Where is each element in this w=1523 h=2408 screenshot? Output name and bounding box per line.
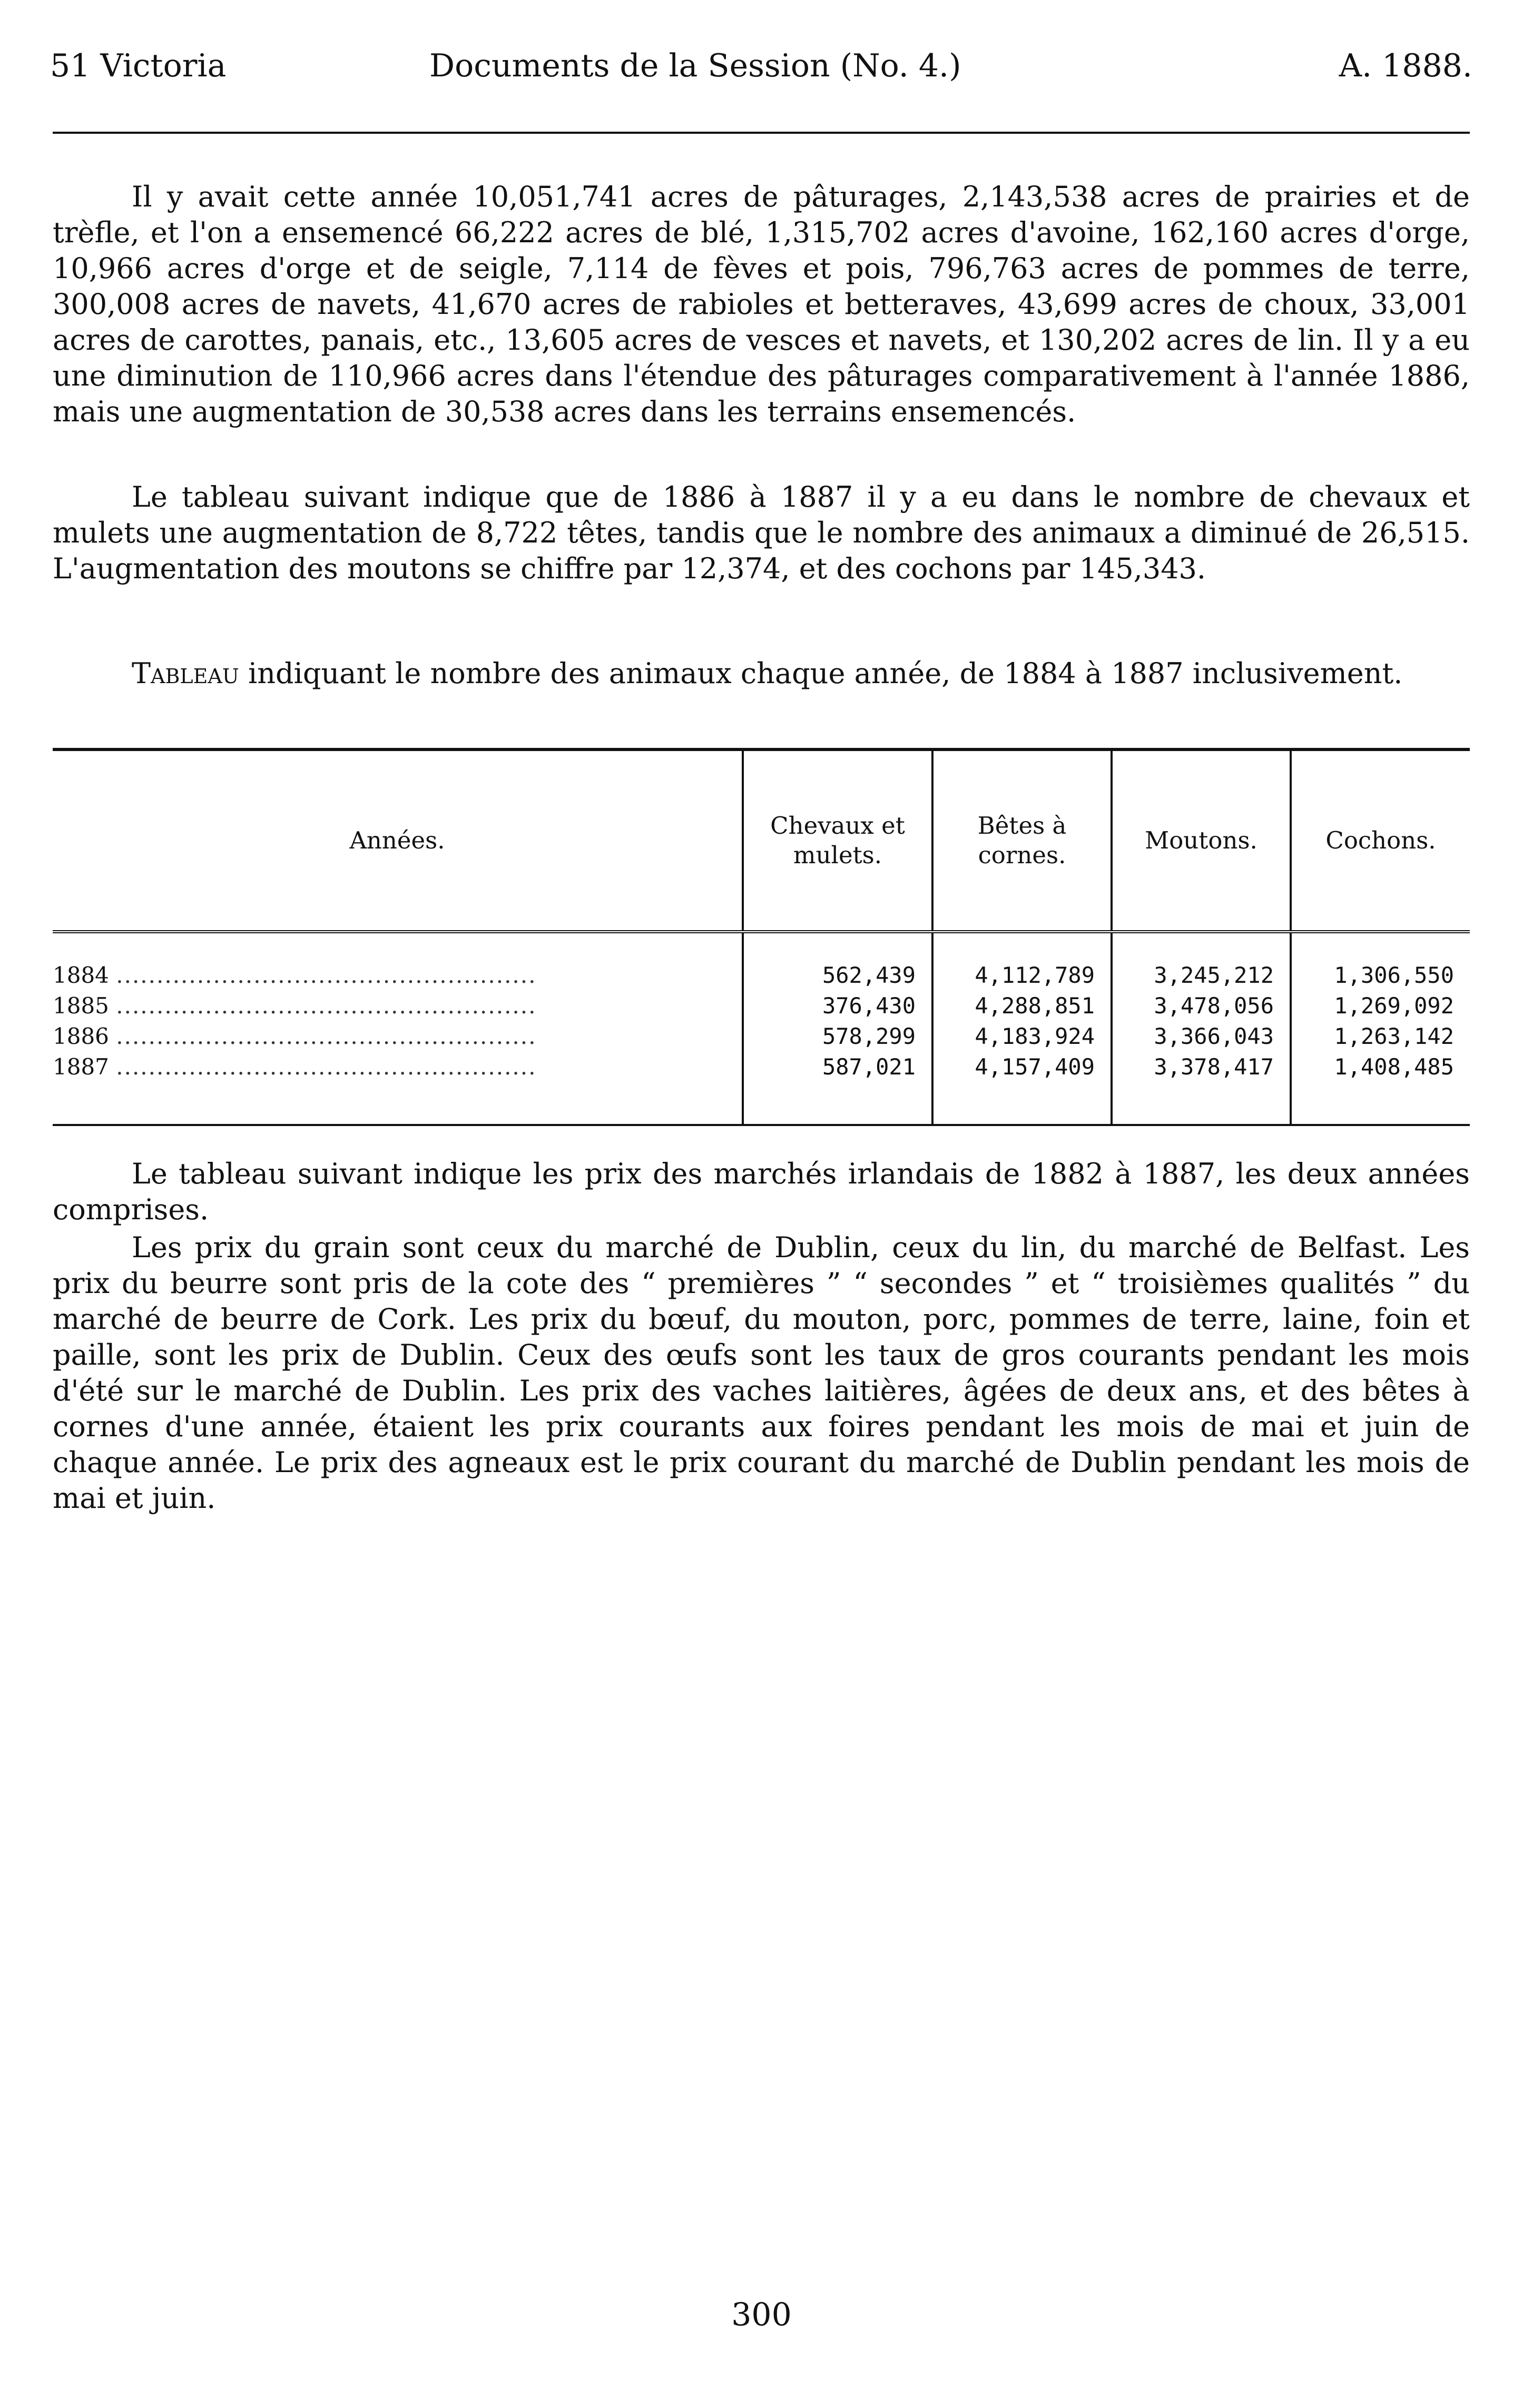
- cell-betes: 4,112,789: [932, 932, 1112, 990]
- cell-betes: 4,157,409: [932, 1051, 1112, 1124]
- paragraph-market-prices-detail: Les prix du grain sont ceux du marché de Dublin, ceux du lin, du marché de Belfast. Les prix du beurre sont pris de la cote des “ premières ” “ secondes ” et “ troisièmes qualités ” du marché de beurre de Cork. Les prix du bœuf, du mouton, porc, pommes de terre, laine, foin et paille, sont les prix de Dublin. Ceux des œufs sont les taux de gros courants pendant les mois d'été sur le marché de Dublin. Les prix des vaches laitières, âgées de deux ans, et des bêtes à cornes d'une année, étaient les prix courants aux foires pendant les mois de mai et juin de chaque année. Le prix des agneaux est le prix courant du marché de Dublin pendant les mois de mai et juin.: [53, 1231, 1470, 1515]
- cell-chevaux: 376,430: [743, 990, 932, 1021]
- cell-moutons: 3,378,417: [1112, 1051, 1291, 1124]
- paragraph-livestock-summary: Le tableau suivant indique que de 1886 à 1887 il y a eu dans le nombre de chevaux et mulets une augmentation de 8,722 têtes, tandis que le nombre des animaux a diminué de 26,515. L'augmentation des moutons se chiffre par 12,374, et des cochons par 145,343.: [53, 480, 1470, 585]
- cell-moutons: 3,478,056: [1112, 990, 1291, 1021]
- row-year: 1884 ....................................................: [53, 962, 537, 988]
- page-number: 300: [731, 2296, 792, 2333]
- cell-betes: 4,288,851: [932, 990, 1112, 1021]
- cell-moutons: 3,245,212: [1112, 932, 1291, 990]
- table-row: [53, 990, 1470, 1021]
- row-year: 1887 ....................................................: [53, 1053, 537, 1080]
- col-header-chevaux: Chevaux et mulets.: [743, 751, 932, 932]
- header-title: Documents de la Session (No. 4.): [429, 47, 961, 84]
- cell-chevaux: 578,299: [743, 1021, 932, 1051]
- paragraph-market-prices-intro: Le tableau suivant indique les prix des marchés irlandais de 1882 à 1887, les deux années comprises.: [53, 1157, 1470, 1226]
- header-volume: 51 Victoria: [50, 47, 227, 84]
- cell-moutons: 3,366,043: [1112, 1021, 1291, 1051]
- cell-betes: 4,183,924: [932, 1021, 1112, 1051]
- header-year: A. 1888.: [1339, 47, 1472, 84]
- table-bottom-rule: [53, 1124, 1470, 1126]
- header-rule: [53, 132, 1470, 134]
- col-header-cochons: Cochons.: [1291, 751, 1470, 932]
- table-caption-label: Tableau: [132, 657, 239, 690]
- table-caption-text: indiquant le nombre des animaux chaque année, de 1884 à 1887 inclusivement.: [239, 657, 1403, 690]
- col-header-moutons: Moutons.: [1112, 751, 1291, 932]
- table-row: [53, 1051, 1470, 1124]
- cell-cochons: 1,263,142: [1291, 1021, 1470, 1051]
- table-caption: [53, 656, 1470, 692]
- col-header-annees: Années.: [53, 751, 743, 932]
- cell-cochons: 1,269,092: [1291, 990, 1470, 1021]
- paragraph-acreage: Il y avait cette année 10,051,741 acres de pâturages, 2,143,538 acres de prairies et de trèfle, et l'on a ensemencé 66,222 acres de blé, 1,315,702 acres d'avoine, 162,160 acres d'orge, 10,966 acres d'orge et de seigle, 7,114 de fèves et pois, 796,763 acres de pommes de terre, 300,008 acres de navets, 41,670 acres de rabioles et betteraves, 43,699 acres de choux, 33,001 acres de carottes, panais, etc., 13,605 acres de vesces et navets, et 130,202 acres de lin. Il y a eu une diminution de 110,966 acres dans l'étendue des pâturages comparativement à l'année 1886, mais une augmentation de 30,538 acres dans les terrains ensemencés.: [53, 180, 1470, 428]
- running-header: [50, 47, 1472, 95]
- table-row: [53, 932, 1470, 990]
- cell-chevaux: 587,021: [743, 1051, 932, 1124]
- row-year: 1885 ....................................................: [53, 992, 537, 1019]
- cell-chevaux: 562,439: [743, 932, 932, 990]
- col-header-betes: Bêtes à cornes.: [932, 751, 1112, 932]
- cell-cochons: 1,306,550: [1291, 932, 1470, 990]
- cell-cochons: 1,408,485: [1291, 1051, 1470, 1124]
- table-header-row: [53, 751, 1470, 932]
- livestock-table: [53, 748, 1470, 1126]
- table-row: [53, 1021, 1470, 1051]
- row-year: 1886 ....................................................: [53, 1023, 537, 1049]
